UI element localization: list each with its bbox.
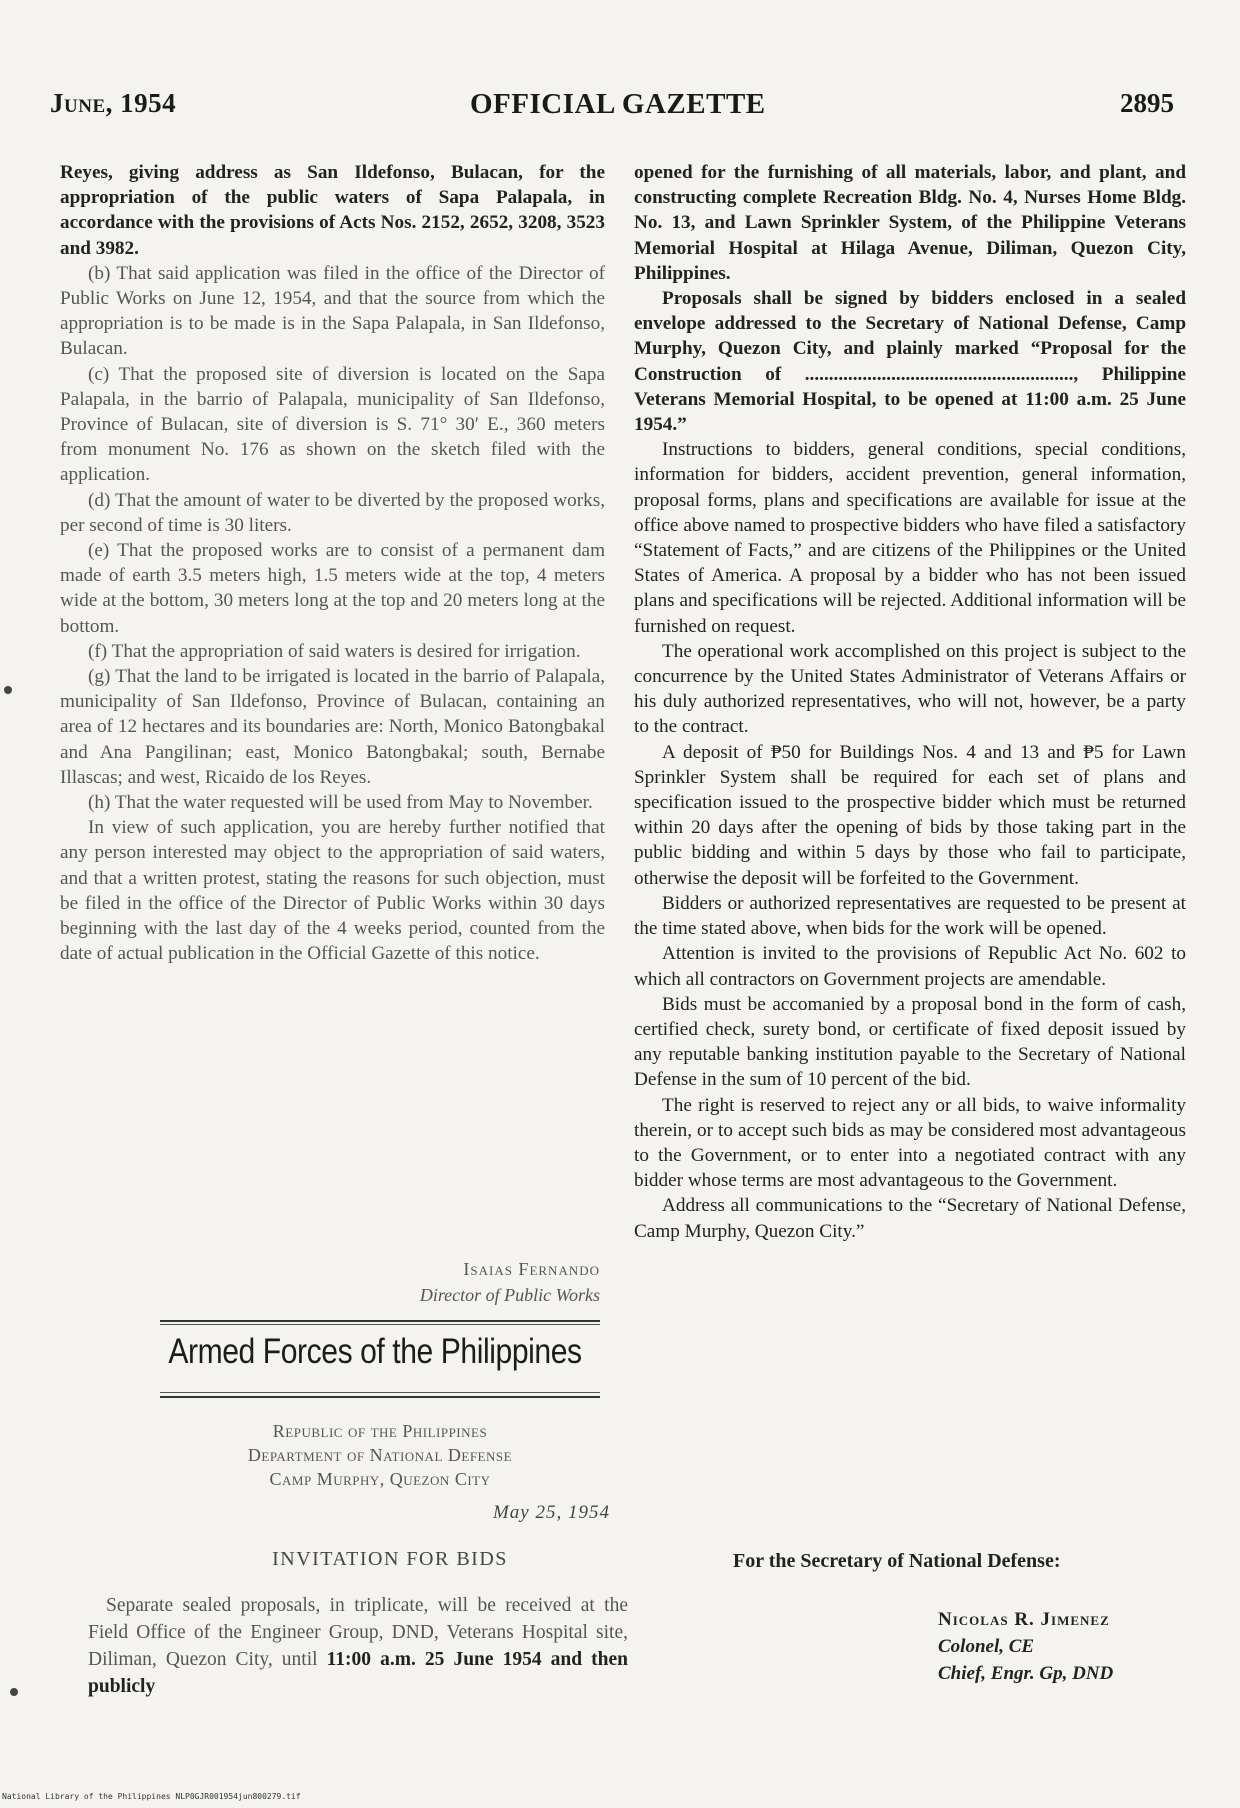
section-rule-bottom-thin: [160, 1392, 600, 1393]
right-column: [634, 160, 1186, 1244]
paragraph: Address all communications to the “Secretary of National Defense, Camp Murphy, Quezon City.”: [634, 1195, 1186, 1242]
paragraph: (c) That the proposed site of diversion is located on the Sapa Palapala, in the barrio of Palapala, municipality of San Ildefonso, Province of Bulacan, site of diversion is S. 71° 30′ E., 360 meters from monument No. 176 as shown on the sketch filed with the application.: [60, 363, 605, 486]
signature-name: Nicolas R. Jimenez: [938, 1609, 1110, 1630]
header-date: June, 1954: [50, 88, 177, 118]
invitation-intro: [88, 1592, 628, 1700]
paragraph: Reyes, giving address as San Ildefonso, Bulacan, for the appropriation of the public waters of Sapa Palapala, in accordance with the provisions of Acts Nos. 2152, 2652, 3208, 3523 and 3982.: [60, 162, 605, 259]
intro-text: Separate sealed proposals, in triplicate, will be received at the Field Office of the Engineer Group, DND, Veterans Hospital site, Diliman, Quezon City, until: [88, 1595, 628, 1670]
section-rule-top-thin: [160, 1324, 600, 1325]
header-page-number: 2895: [1120, 88, 1174, 118]
paragraph: (d) That the amount of water to be diverted by the proposed works, per second of time is 30 liters.: [60, 489, 605, 536]
section-rule-top: [160, 1320, 600, 1322]
paragraph: In view of such application, you are hereby further notified that any person interested may object to the appropriation of said waters, and that a written protest, stating the reasons for such objection, must be filed in the office of the Director of Public Works within 30 days beginning with the last day of the 4 weeks period, counted from the date of actual publication in the Official Gazette of this notice.: [60, 817, 605, 965]
header-title: OFFICIAL GAZETTE: [470, 88, 766, 120]
address-line: Camp Murphy, Quezon City: [269, 1469, 491, 1489]
notice-date: May 25, 1954: [492, 1502, 610, 1523]
signature-name: Isaias Fernando: [463, 1259, 600, 1279]
paragraph: Bidders or authorized representatives are requested to be present at the time stated above, when bids for the work will be opened.: [634, 892, 1186, 940]
paragraph: (f) That the appropriation of said waters is desired for irrigation.: [88, 640, 581, 662]
right-signature: [938, 1606, 1198, 1687]
intro-bold-text: 11:00 a.m. 25 June 1954 and then publicly: [88, 1649, 628, 1697]
scan-mark: [4, 686, 12, 694]
paragraph: (h) That the water requested will be used from May to November.: [88, 792, 593, 814]
paragraph: (b) That said application was filed in the office of the Director of Public Works on June 12, 1954, and that the source from which the appropriation is to be made is in the Sapa Palapala, in San Ildefonso, Bulacan.: [60, 262, 605, 360]
address-line: Department of National Defense: [247, 1445, 513, 1465]
paragraph: (e) That the proposed works are to consist of a permanent dam made of earth 3.5 meters high, 1.5 meters wide at the top, 4 meters wide at the bottom, 30 meters long at the top and 20 meters long at the bottom.: [60, 540, 605, 637]
address-line: Republic of the Philippines: [272, 1421, 488, 1441]
left-column: [60, 160, 605, 967]
paragraph: Instructions to bidders, general conditions, special conditions, information for bidders, accident prevention, general information, proposal forms, plans and specifications are available for issue at the office above named to prospective bidders who have filed a satisfactory “Statement of Facts,” and are citizens of the Philippines or the United States of America. A proposal by a bidder who has not been issued plans and specifications will be rejected. Additional information will be furnished on request.: [634, 439, 1186, 637]
paragraph: The operational work accomplished on this project is subject to the concurrence by the United States Administrator of Veterans Affairs or his duly authorized representatives, who will not, however, be a party to the contract.: [634, 640, 1186, 738]
section-rule-bottom: [160, 1396, 600, 1398]
paragraph: Attention is invited to the provisions of Republic Act No. 602 to which all contractors on Government projects are amendable.: [634, 943, 1186, 990]
paragraph: Bids must be accomanied by a proposal bond in the form of cash, certified check, surety bond, or certificate of fixed deposit issued by any reputable banking institution payable to the Secretary of National Defense in the sum of 10 percent of the bid.: [634, 993, 1186, 1091]
invitation-heading: INVITATION FOR BIDS: [272, 1548, 508, 1570]
paragraph: A deposit of ₱50 for Buildings Nos. 4 and 13 and ₱5 for Lawn Sprinkler System shall be required for each set of plans and specification issued to the prospective bidder which must be returned within 20 days after the opening of bids by those taking part in the public bidding and within 5 days by those who fail to participate, otherwise the deposit will be forfeited to the Government.: [634, 741, 1186, 889]
signature-title: Chief, Engr. Gp, DND: [938, 1663, 1114, 1684]
paragraph: opened for the furnishing of all materials, labor, and plant, and constructing complete Recreation Bldg. No. 4, Nurses Home Bldg. No. 13, and Lawn Sprinkler System, of the Philippine Veterans Memorial Hospital at Hilaga Avenue, Diliman, Quezon City, Philippines.: [634, 162, 1186, 284]
scan-footer: National Library of the Philippines NLP0GJR001954jun800279.tif: [2, 1792, 301, 1801]
paragraph: The right is reserved to reject any or all bids, to waive informality therein, or to accept such bids as may be considered most advantageous to the Government, or to enter into a negotiated contract with any bidder whose terms are most advantageous to the Government.: [634, 1094, 1186, 1192]
paragraph: (g) That the land to be irrigated is located in the barrio of Palapala, municipality of San Ildefonso, Province of Bulacan, containing an area of 12 hectares and its boundaries are: North, Monico Batongbakal and Ana Pangilinan; east, Monico Batongbakal; south, Bernabe Illascas; and west, Ricaido de los Reyes.: [60, 666, 605, 788]
for-secretary-line: For the Secretary of National Defense:: [733, 1550, 1061, 1572]
section-title: Armed Forces of the Philippines: [168, 1332, 582, 1371]
signature-rank: Colonel, CE: [938, 1636, 1035, 1657]
signature-title: Director of Public Works: [419, 1285, 600, 1305]
scan-mark: [10, 1688, 18, 1696]
left-signature: [300, 1256, 600, 1308]
paragraph: Proposals shall be signed by bidders enclosed in a sealed envelope addressed to the Secretary of National Defense, Camp Murphy, Quezon City, and plainly marked “Proposal for the Construction of ........................................................, Philippine Veterans Memorial Hospital, to be opened at 11:00 a.m. 25 June 1954.”: [634, 288, 1186, 436]
